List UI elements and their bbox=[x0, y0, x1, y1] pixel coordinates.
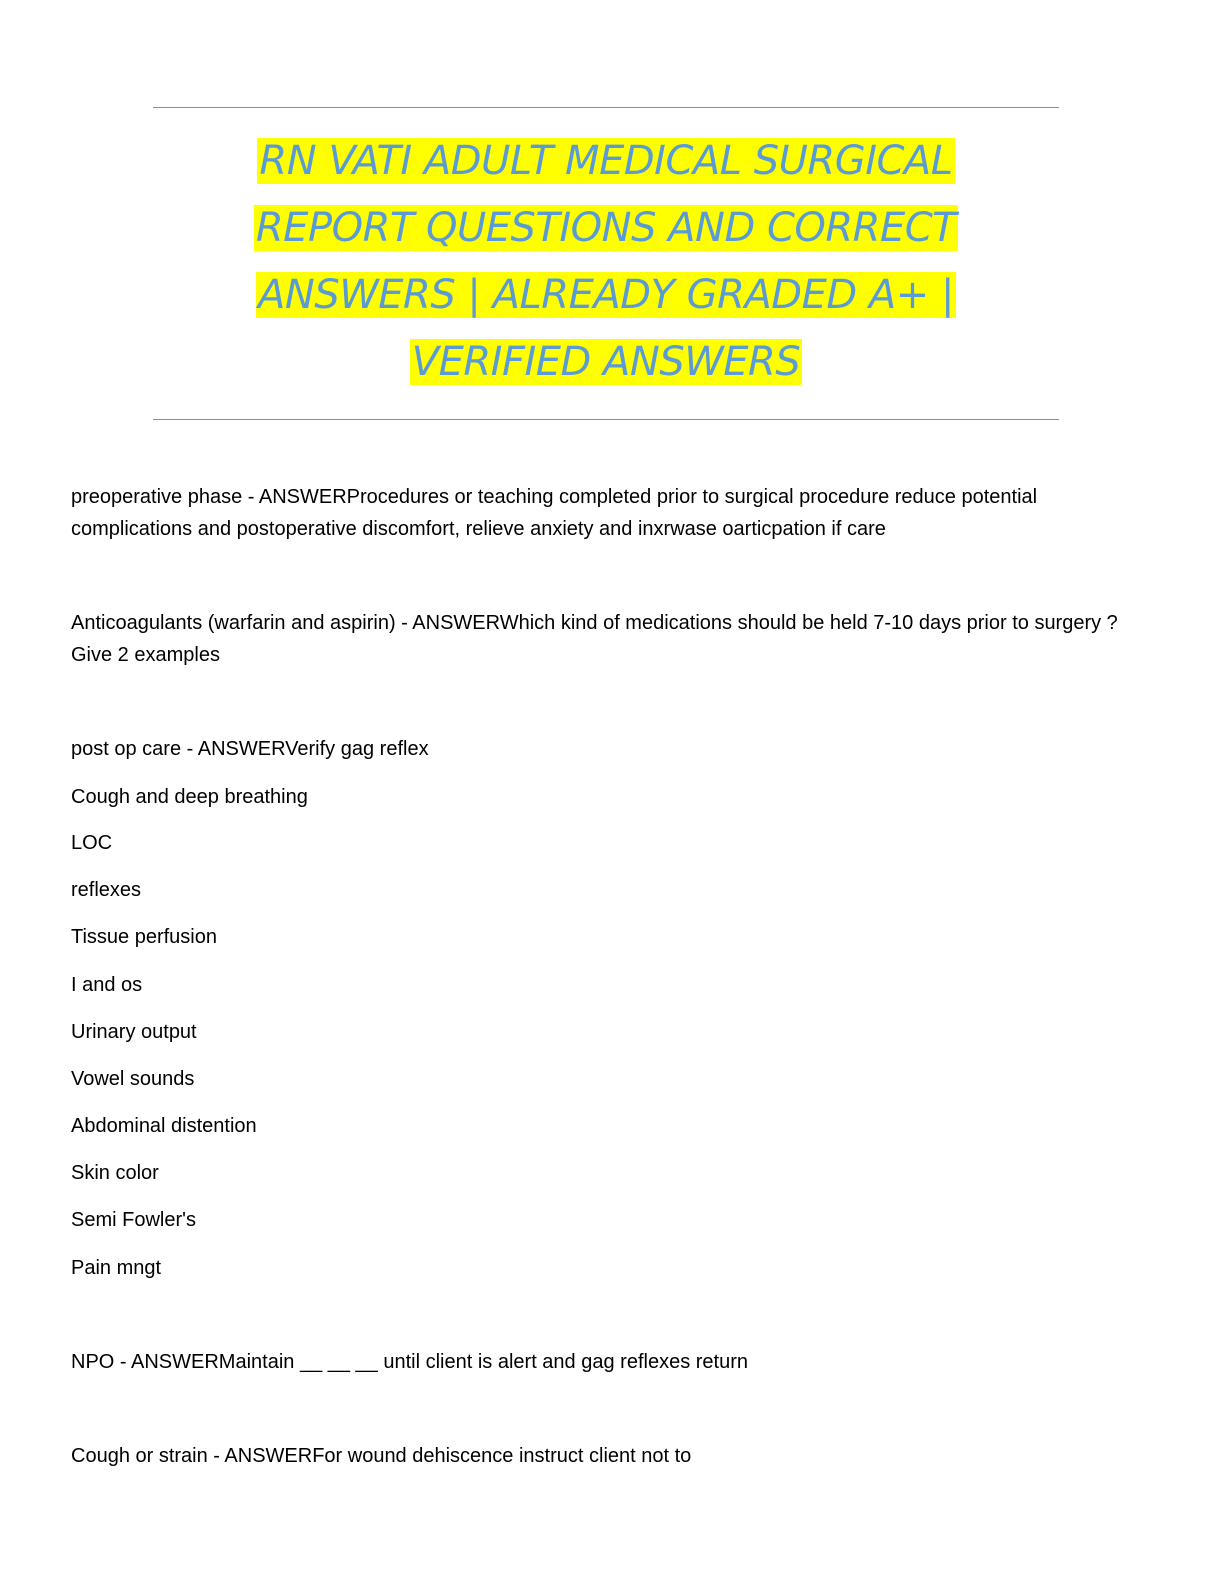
list-item: LOC bbox=[71, 832, 113, 854]
list-item: Pain mngt bbox=[71, 1257, 162, 1279]
title-line-3: ANSWERS | ALREADY GRADED A+ | bbox=[258, 272, 954, 318]
qa-cough-or-strain: Cough or strain - ANSWERFor wound dehiscence instruct client not to bbox=[71, 1445, 692, 1467]
bottom-divider bbox=[153, 419, 1059, 420]
list-item: Skin color bbox=[71, 1162, 159, 1184]
qa-preoperative-phase: preoperative phase - ANSWERProcedures or teaching completed prior to surgical procedure reduce potential complications and postoperative discomfort, relieve anxiety and inxrwase oarticpation if care bbox=[71, 486, 1038, 540]
list-item: Cough and deep breathing bbox=[71, 786, 308, 808]
list-item: reflexes bbox=[71, 879, 142, 901]
list-item: Urinary output bbox=[71, 1021, 197, 1043]
list-item: Semi Fowler's bbox=[71, 1209, 196, 1231]
title-line-4: VERIFIED ANSWERS bbox=[411, 339, 801, 385]
top-divider bbox=[153, 107, 1059, 108]
qa-anticoagulants: Anticoagulants (warfarin and aspirin) - ANSWERWhich kind of medications should be held 7-10 days prior to surgery ? Give 2 examples bbox=[71, 612, 1118, 666]
list-item: Abdominal distention bbox=[71, 1115, 257, 1137]
title-line-1: RN VATI ADULT MEDICAL SURGICAL bbox=[259, 138, 953, 184]
list-item: I and os bbox=[71, 974, 143, 996]
list-item-post-op-care: post op care - ANSWERVerify gag reflex bbox=[71, 738, 429, 760]
title-line-2: REPORT QUESTIONS AND CORRECT bbox=[255, 205, 957, 251]
document-title bbox=[153, 128, 1059, 396]
list-item: Tissue perfusion bbox=[71, 926, 217, 948]
list-item: Vowel sounds bbox=[71, 1068, 195, 1090]
qa-npo: NPO - ANSWERMaintain __ __ __ until client is alert and gag reflexes return bbox=[71, 1351, 748, 1373]
